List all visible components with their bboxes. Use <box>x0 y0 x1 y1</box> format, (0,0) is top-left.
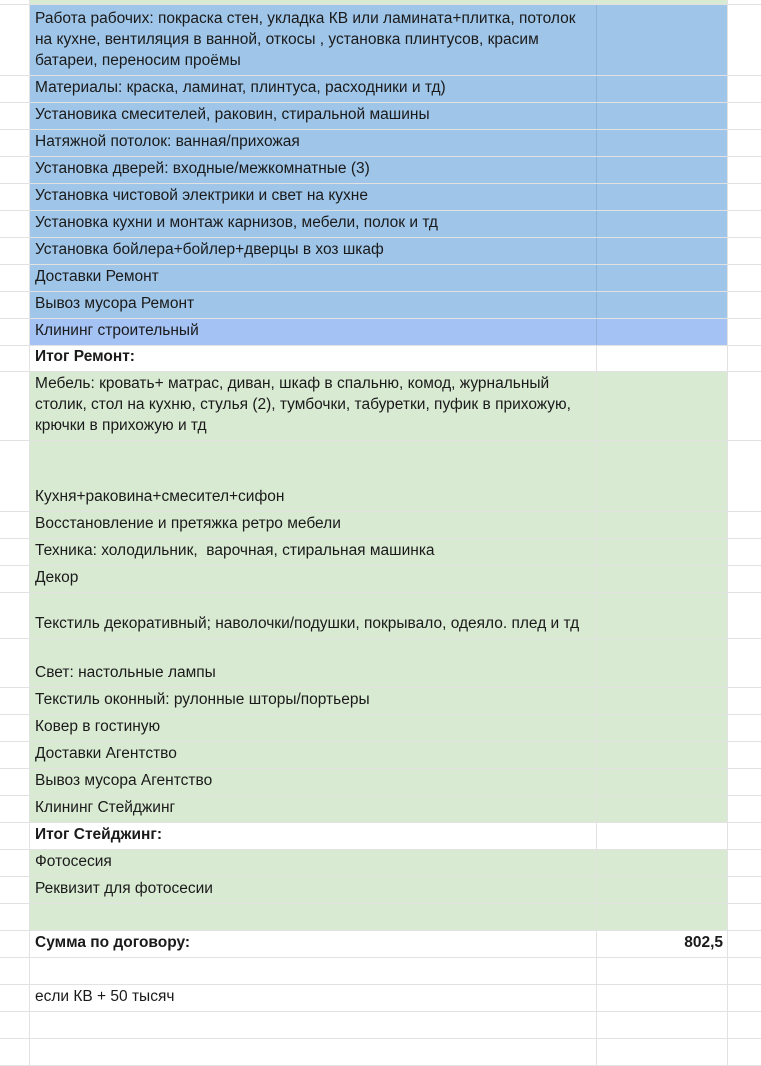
amount-cell[interactable] <box>597 639 728 687</box>
empty-cell[interactable] <box>728 512 761 538</box>
empty-cell[interactable] <box>728 931 761 957</box>
row-header-cell[interactable] <box>0 130 30 156</box>
empty-cell[interactable] <box>728 1012 761 1038</box>
item-label-cell[interactable]: Фотосесия <box>30 850 597 876</box>
empty-cell[interactable] <box>728 5 761 75</box>
amount-cell[interactable] <box>597 796 728 822</box>
item-label-cell[interactable]: Кухня+раковина+смесител+сифон <box>30 441 597 511</box>
amount-cell[interactable] <box>597 688 728 714</box>
amount-cell[interactable] <box>597 265 728 291</box>
table-row <box>0 742 761 769</box>
table-row <box>0 5 761 76</box>
empty-cell[interactable] <box>728 566 761 592</box>
empty-cell[interactable] <box>728 593 761 638</box>
empty-cell[interactable] <box>728 211 761 237</box>
item-label-cell[interactable]: Реквизит для фотосесии <box>30 877 597 903</box>
item-label-cell[interactable]: Доставки Ремонт <box>30 265 597 291</box>
table-row <box>0 103 761 130</box>
table-row <box>0 184 761 211</box>
item-label-cell[interactable]: Ковер в гостиную <box>30 715 597 741</box>
item-label-cell[interactable] <box>30 958 597 984</box>
table-row <box>0 985 761 1012</box>
empty-cell[interactable] <box>728 319 761 345</box>
row-header-cell[interactable] <box>0 850 30 876</box>
item-label-cell[interactable]: Установика смесителей, раковин, стиральной машины <box>30 103 597 129</box>
item-label-cell[interactable]: Текстиль оконный: рулонные шторы/портьеры <box>30 688 597 714</box>
empty-cell[interactable] <box>728 639 761 687</box>
empty-cell[interactable] <box>728 103 761 129</box>
empty-cell[interactable] <box>728 715 761 741</box>
amount-cell[interactable] <box>597 292 728 318</box>
item-label-cell[interactable]: Вывоз мусора Ремонт <box>30 292 597 318</box>
table-row <box>0 76 761 103</box>
empty-cell[interactable] <box>728 539 761 565</box>
amount-cell[interactable] <box>597 769 728 795</box>
item-label-cell[interactable] <box>30 904 597 930</box>
amount-cell[interactable] <box>597 0 728 4</box>
empty-cell[interactable] <box>728 688 761 714</box>
empty-cell[interactable] <box>728 441 761 511</box>
item-label-cell[interactable]: Декор <box>30 566 597 592</box>
amount-cell[interactable] <box>597 566 728 592</box>
amount-cell[interactable] <box>597 823 728 849</box>
item-label-cell[interactable]: Вывоз мусора Агентство <box>30 769 597 795</box>
table-row <box>0 796 761 823</box>
item-label-cell[interactable]: Натяжной потолок: ванная/прихожая <box>30 130 597 156</box>
row-header-cell[interactable] <box>0 639 30 687</box>
table-row <box>0 931 761 958</box>
row-header-cell[interactable] <box>0 319 30 345</box>
empty-cell[interactable] <box>728 157 761 183</box>
table-row <box>0 292 761 319</box>
row-header-cell[interactable] <box>0 769 30 795</box>
table-row <box>0 877 761 904</box>
item-label-cell[interactable]: Итог Ремонт: <box>30 346 597 371</box>
amount-cell[interactable] <box>597 850 728 876</box>
item-label-cell[interactable]: Клининг строительный <box>30 319 597 345</box>
row-header-cell[interactable] <box>0 346 30 371</box>
row-header-cell[interactable] <box>0 76 30 102</box>
amount-cell[interactable] <box>597 985 728 1011</box>
row-header-cell[interactable] <box>0 184 30 210</box>
amount-cell[interactable] <box>597 742 728 768</box>
item-label-cell[interactable] <box>30 1012 597 1038</box>
row-header-cell[interactable] <box>0 566 30 592</box>
row-header-cell[interactable] <box>0 539 30 565</box>
amount-cell[interactable] <box>597 76 728 102</box>
empty-cell[interactable] <box>728 769 761 795</box>
row-header-cell[interactable] <box>0 0 30 4</box>
amount-cell[interactable] <box>597 539 728 565</box>
table-row <box>0 639 761 688</box>
item-label-cell[interactable]: если КВ + 50 тысяч <box>30 985 597 1011</box>
row-header-cell[interactable] <box>0 823 30 849</box>
amount-cell[interactable] <box>597 512 728 538</box>
empty-cell[interactable] <box>728 76 761 102</box>
table-row <box>0 593 761 639</box>
row-header-cell[interactable] <box>0 593 30 638</box>
row-header-cell[interactable] <box>0 931 30 957</box>
table-row <box>0 823 761 850</box>
empty-cell[interactable] <box>728 877 761 903</box>
row-header-cell[interactable] <box>0 441 30 511</box>
row-header-cell[interactable] <box>0 265 30 291</box>
table-row <box>0 265 761 292</box>
table-row <box>0 850 761 877</box>
amount-cell[interactable] <box>597 593 728 638</box>
item-label-cell[interactable]: Итог Стейджинг: <box>30 823 597 849</box>
row-header-cell[interactable] <box>0 5 30 75</box>
amount-cell[interactable] <box>597 877 728 903</box>
amount-cell[interactable] <box>597 184 728 210</box>
empty-cell[interactable] <box>728 850 761 876</box>
table-row <box>0 958 761 985</box>
amount-cell[interactable] <box>597 130 728 156</box>
empty-cell[interactable] <box>728 823 761 849</box>
table-row <box>0 441 761 512</box>
amount-cell[interactable] <box>597 958 728 984</box>
amount-cell[interactable] <box>597 441 728 511</box>
row-header-cell[interactable] <box>0 796 30 822</box>
amount-cell[interactable] <box>597 319 728 345</box>
amount-cell[interactable] <box>597 715 728 741</box>
empty-cell[interactable] <box>728 184 761 210</box>
table-row <box>0 688 761 715</box>
table-row <box>0 211 761 238</box>
table-row <box>0 566 761 593</box>
amount-cell[interactable]: 802,5 <box>597 931 728 957</box>
item-label-cell[interactable]: Техника: холодильник, варочная, стиральная машинка <box>30 539 597 565</box>
empty-cell[interactable] <box>728 904 761 930</box>
item-label-cell[interactable]: Установка бойлера+бойлер+дверцы в хоз шкаф <box>30 238 597 264</box>
empty-cell[interactable] <box>728 0 761 4</box>
item-label-cell[interactable]: Установка дверей: входные/межкомнатные (3) <box>30 157 597 183</box>
row-header-cell[interactable] <box>0 1012 30 1038</box>
item-label-cell[interactable]: Установка кухни и монтаж карнизов, мебели, полок и тд <box>30 211 597 237</box>
row-header-cell[interactable] <box>0 211 30 237</box>
table-row <box>0 1012 761 1039</box>
table-row <box>0 346 761 372</box>
amount-cell[interactable] <box>597 904 728 930</box>
item-label-cell[interactable]: Текстиль декоративный; наволочки/подушки, покрывало, одеяло. плед и тд <box>30 593 597 638</box>
empty-cell[interactable] <box>728 346 761 371</box>
row-header-cell[interactable] <box>0 103 30 129</box>
item-label-cell[interactable]: Восстановление и претяжка ретро мебели <box>30 512 597 538</box>
item-label-cell[interactable]: Материалы: краска, ламинат, плинтуса, расходники и тд) <box>30 76 597 102</box>
row-header-cell[interactable] <box>0 877 30 903</box>
table-row <box>0 1039 761 1066</box>
row-header-cell[interactable] <box>0 715 30 741</box>
table-row <box>0 157 761 184</box>
row-header-cell[interactable] <box>0 688 30 714</box>
table-row <box>0 904 761 931</box>
item-label-cell[interactable]: Мебель: кровать+ матрас, диван, шкаф в спальню, комод, журнальный столик, стол на кухню, стулья (2), тумбочки, табуретки, пуфик в прихожую, крючки в прихожую и тд <box>30 372 597 440</box>
row-header-cell[interactable] <box>0 512 30 538</box>
item-label-cell[interactable]: Работа рабочих: покраска стен, укладка КВ или ламината+плитка, потолок на кухне, вентиляция в ванной, откосы , установка плинтусов, красим батареи, переносим проёмы <box>30 5 597 75</box>
empty-cell[interactable] <box>728 985 761 1011</box>
row-header-cell[interactable] <box>0 292 30 318</box>
item-label-cell[interactable]: Доставки Агентство <box>30 742 597 768</box>
amount-cell[interactable] <box>597 372 728 440</box>
amount-cell[interactable] <box>597 238 728 264</box>
table-row <box>0 715 761 742</box>
row-header-cell[interactable] <box>0 157 30 183</box>
item-label-cell[interactable] <box>30 0 597 4</box>
empty-cell[interactable] <box>728 130 761 156</box>
empty-cell[interactable] <box>728 265 761 291</box>
row-header-cell[interactable] <box>0 958 30 984</box>
table-row <box>0 130 761 157</box>
row-header-cell[interactable] <box>0 985 30 1011</box>
row-header-cell[interactable] <box>0 742 30 768</box>
table-row <box>0 769 761 796</box>
empty-cell[interactable] <box>728 292 761 318</box>
row-header-cell[interactable] <box>0 904 30 930</box>
amount-cell[interactable] <box>597 5 728 75</box>
table-row <box>0 372 761 441</box>
amount-cell[interactable] <box>597 103 728 129</box>
empty-cell[interactable] <box>728 742 761 768</box>
table-row <box>0 512 761 539</box>
item-label-cell[interactable]: Установка чистовой электрики и свет на кухне <box>30 184 597 210</box>
item-label-cell[interactable]: Свет: настольные лампы <box>30 639 597 687</box>
empty-cell[interactable] <box>728 796 761 822</box>
empty-cell[interactable] <box>728 372 761 440</box>
item-label-cell[interactable]: Сумма по договору: <box>30 931 597 957</box>
table-row <box>0 238 761 265</box>
empty-cell[interactable] <box>728 238 761 264</box>
row-header-cell[interactable] <box>0 372 30 440</box>
amount-cell[interactable] <box>597 211 728 237</box>
empty-cell[interactable] <box>728 958 761 984</box>
amount-cell[interactable] <box>597 1012 728 1038</box>
amount-cell[interactable] <box>597 157 728 183</box>
table-row <box>0 539 761 566</box>
table-row <box>0 319 761 346</box>
item-label-cell[interactable]: Клининг Стейджинг <box>30 796 597 822</box>
amount-cell[interactable] <box>597 346 728 371</box>
row-header-cell[interactable] <box>0 238 30 264</box>
